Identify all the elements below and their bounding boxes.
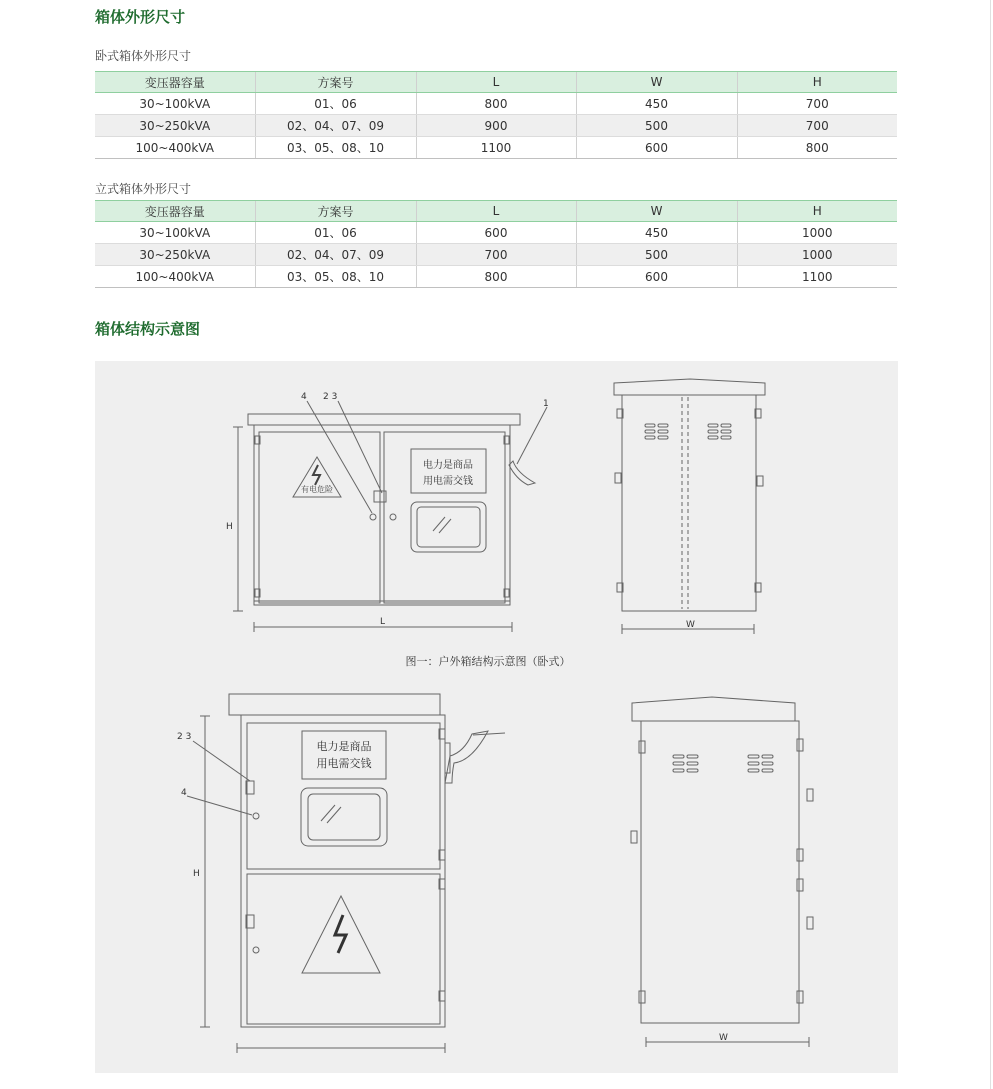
dim-w-label: W [686, 620, 695, 630]
cell-w: 450 [576, 93, 737, 115]
callout-23: 2 3 [323, 392, 338, 402]
cell-h: 800 [737, 137, 897, 159]
dim-h-label: H [193, 869, 200, 879]
structure-diagram-panel [95, 361, 898, 1073]
keyhole-icon [390, 514, 396, 520]
col-header-scheme: 方案号 [255, 201, 416, 222]
roof-cap [614, 379, 765, 395]
vertical-box-front-view [177, 694, 505, 1053]
cell-w: 500 [576, 115, 737, 137]
cell-capacity: 30~250kVA [95, 115, 255, 137]
cell-l: 800 [416, 266, 576, 288]
structure-diagram-svg [95, 361, 898, 1073]
cell-scheme: 03、05、08、10 [255, 137, 416, 159]
table-header-row [95, 201, 897, 222]
callout-23: 2 3 [177, 732, 192, 742]
left-door [259, 432, 380, 603]
meter-window [301, 788, 387, 846]
lightning-bolt-icon [335, 915, 346, 953]
hinge [797, 879, 803, 891]
sign-line-1: 电力是商品 [316, 740, 372, 753]
dim-l-label: L [380, 617, 386, 627]
box-body [254, 425, 510, 605]
hinge [639, 991, 645, 1003]
callout-4: 4 [181, 788, 187, 798]
cell-scheme: 03、05、08、10 [255, 266, 416, 288]
col-header-h: H [737, 72, 897, 93]
horizontal-box-front-view [226, 392, 549, 632]
keyhole-icon [370, 514, 376, 520]
cell-w: 600 [576, 137, 737, 159]
cell-l: 700 [416, 244, 576, 266]
cable-entry [445, 731, 488, 783]
figure-caption: 图一：户外箱结构示意图（卧式） [405, 655, 571, 668]
cell-l: 600 [416, 222, 576, 244]
handle [757, 476, 763, 486]
cell-capacity: 100~400kVA [95, 266, 255, 288]
hinge [797, 849, 803, 861]
col-header-scheme: 方案号 [255, 72, 416, 93]
section-title-structure: 箱体结构示意图 [95, 320, 201, 338]
cell-capacity: 30~250kVA [95, 244, 255, 266]
vertical-box-dimension-table [95, 200, 897, 288]
vent-louvers-right [748, 755, 773, 772]
table-row [95, 115, 897, 137]
table-row [95, 244, 897, 266]
callout-line-4 [187, 796, 252, 815]
cell-capacity: 30~100kVA [95, 222, 255, 244]
meter-window-glass [417, 507, 480, 547]
meter-window-glass [308, 794, 380, 840]
cell-scheme: 02、04、07、09 [255, 244, 416, 266]
cell-scheme: 01、06 [255, 222, 416, 244]
cell-scheme: 01、06 [255, 93, 416, 115]
glass-glint [433, 517, 445, 531]
col-header-capacity: 变压器容量 [95, 201, 255, 222]
glass-glint [327, 807, 341, 823]
table-row [95, 222, 897, 244]
cell-l: 800 [416, 93, 576, 115]
cell-capacity: 30~100kVA [95, 93, 255, 115]
roof-cap [632, 697, 795, 721]
vent-louvers-left [673, 755, 698, 772]
page-edge-rule [990, 0, 991, 1089]
sign-line-2: 用电需交钱 [423, 476, 473, 487]
callout-4: 4 [301, 392, 307, 402]
col-header-l: L [416, 201, 576, 222]
lower-door [247, 874, 440, 1024]
cell-w: 500 [576, 244, 737, 266]
col-header-l: L [416, 72, 576, 93]
cell-h: 700 [737, 93, 897, 115]
sign-line-2: 用电需交钱 [316, 757, 372, 770]
table-row [95, 137, 897, 159]
sign-plate [302, 731, 386, 779]
callout-line-1 [517, 407, 547, 464]
cell-w: 450 [576, 222, 737, 244]
vertical-box-side-view [631, 697, 813, 1047]
table-header-row [95, 72, 897, 93]
col-header-h: H [737, 201, 897, 222]
hinge [639, 741, 645, 753]
cell-h: 1000 [737, 222, 897, 244]
cell-l: 1100 [416, 137, 576, 159]
handle [631, 831, 637, 843]
keyhole-icon [253, 947, 259, 953]
col-header-w: W [576, 72, 737, 93]
section-title-dimensions: 箱体外形尺寸 [95, 8, 186, 26]
handle [807, 917, 813, 929]
callout-1: 1 [543, 399, 549, 409]
cable-entry [509, 461, 535, 485]
roof-cap [248, 414, 520, 425]
horizontal-box-side-view [614, 379, 765, 634]
horizontal-box-dimension-table [95, 71, 897, 159]
box-body [622, 395, 756, 611]
table2-caption: 立式箱体外形尺寸 [95, 182, 192, 196]
warning-text: 有电危险 [301, 485, 333, 494]
dim-w-label: W [719, 1033, 728, 1043]
callout-line-23 [338, 401, 382, 493]
table1-caption: 卧式箱体外形尺寸 [95, 49, 192, 63]
cell-h: 700 [737, 115, 897, 137]
hinge [797, 739, 803, 751]
table-row [95, 93, 897, 115]
dim-h-label: H [226, 522, 233, 532]
cell-l: 900 [416, 115, 576, 137]
cell-capacity: 100~400kVA [95, 137, 255, 159]
meter-window [411, 502, 486, 552]
col-header-capacity: 变压器容量 [95, 72, 255, 93]
cell-w: 600 [576, 266, 737, 288]
vent-louvers-right [708, 424, 731, 439]
handle [807, 789, 813, 801]
lightning-bolt-icon [313, 465, 320, 485]
vent-louvers-left [645, 424, 668, 439]
col-header-w: W [576, 201, 737, 222]
hinge [797, 991, 803, 1003]
cell-scheme: 02、04、07、09 [255, 115, 416, 137]
glass-glint [321, 805, 335, 821]
cell-h: 1100 [737, 266, 897, 288]
table-row [95, 266, 897, 288]
sign-line-1: 电力是商品 [423, 460, 473, 471]
keyhole-icon [253, 813, 259, 819]
box-body [641, 721, 799, 1023]
glass-glint [439, 519, 451, 533]
handle [615, 473, 621, 483]
roof-cap [229, 694, 440, 715]
cell-h: 1000 [737, 244, 897, 266]
